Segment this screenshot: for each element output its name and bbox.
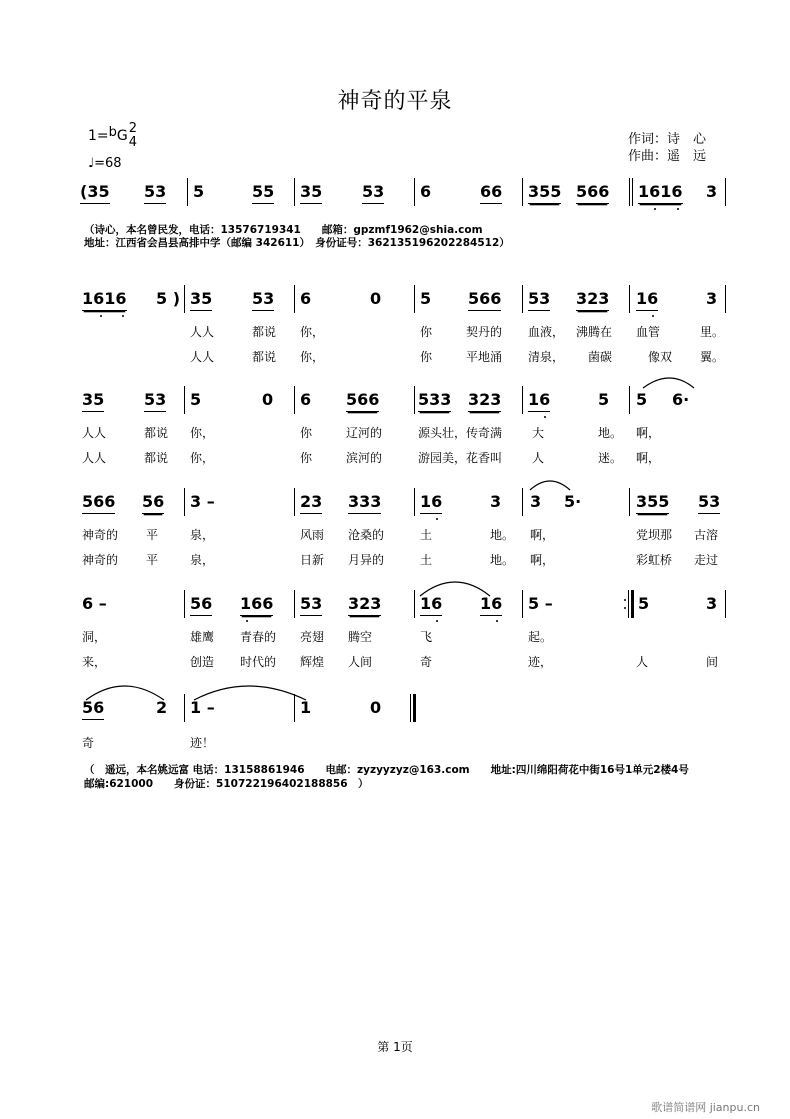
lyric: 腾空 bbox=[348, 630, 373, 644]
barline bbox=[629, 178, 630, 206]
lyric: 你 bbox=[300, 426, 313, 440]
note: 323 bbox=[348, 594, 381, 616]
lyric: 迷。 bbox=[598, 451, 623, 465]
note: 166 bbox=[240, 594, 273, 616]
note: 323 bbox=[468, 390, 501, 412]
barline bbox=[629, 386, 630, 414]
final-barline-thin bbox=[410, 694, 411, 722]
note: 53 bbox=[698, 492, 720, 514]
note: 35 bbox=[300, 182, 322, 204]
lyric: 游园美， bbox=[418, 451, 467, 465]
lyric: 都说 bbox=[144, 426, 169, 440]
lyric: 你 bbox=[300, 451, 313, 465]
low-octave-dot bbox=[544, 416, 546, 418]
flat-sign: b bbox=[108, 125, 117, 140]
note: 3 bbox=[530, 492, 542, 511]
note: 53 bbox=[144, 390, 166, 412]
lyric: 都说 bbox=[252, 325, 277, 339]
score-system-1 bbox=[80, 178, 730, 208]
lyric: 辽河的 bbox=[346, 426, 383, 440]
note: 2 bbox=[156, 698, 168, 717]
time-signature bbox=[129, 122, 137, 150]
key-prefix: 1= bbox=[88, 128, 109, 144]
composer-info-line2: 邮编:621000 身份证：510722196402188856 ） bbox=[84, 778, 369, 790]
lyric: 地。 bbox=[490, 553, 515, 567]
lyric: 地。 bbox=[490, 528, 515, 542]
lyric: 风雨 bbox=[300, 528, 325, 542]
lyric: 土 bbox=[420, 528, 433, 542]
note: 5 – bbox=[528, 594, 553, 613]
lyric: 古溶 bbox=[694, 528, 719, 542]
barline bbox=[725, 178, 726, 206]
note: 1616 bbox=[638, 182, 683, 204]
barline bbox=[522, 178, 523, 206]
composer-credit: 作曲：遥 远 bbox=[628, 149, 707, 164]
note: 66 bbox=[480, 182, 502, 204]
lyric: 平 bbox=[146, 528, 159, 542]
note: 3 bbox=[706, 289, 718, 308]
tempo-mark: ♩=68 bbox=[88, 156, 122, 171]
lyric: 人人 bbox=[82, 426, 107, 440]
score-system-5 bbox=[80, 590, 730, 670]
lyric: 啊， bbox=[530, 528, 555, 542]
lyric: 人 bbox=[532, 451, 545, 465]
barline bbox=[522, 488, 523, 516]
key-note: G bbox=[116, 128, 128, 144]
note: 6· bbox=[672, 390, 690, 409]
lyric: 你 bbox=[420, 350, 433, 364]
lyric: 人 bbox=[636, 655, 649, 669]
barline bbox=[522, 285, 523, 313]
barline bbox=[414, 386, 415, 414]
lyric: 都说 bbox=[144, 451, 169, 465]
barline bbox=[187, 178, 188, 206]
lyric: 都说 bbox=[252, 350, 277, 364]
lyricist-info-line1: （诗心，本名曾民发，电话：13576719341 邮箱：gpzmf1962@shia.com bbox=[84, 224, 483, 236]
final-barline-thick bbox=[413, 694, 416, 722]
lyric: 走过 bbox=[694, 553, 719, 567]
lyric: 神奇的 bbox=[82, 553, 119, 567]
note: 35 bbox=[82, 390, 104, 412]
lyric: 你， bbox=[300, 350, 325, 364]
note: 35 bbox=[190, 289, 212, 311]
note: 0 bbox=[370, 289, 382, 308]
repeat-dot bbox=[624, 607, 626, 609]
barline bbox=[294, 285, 295, 313]
note: 566 bbox=[346, 390, 379, 412]
barline bbox=[725, 285, 726, 313]
barline bbox=[184, 694, 185, 722]
note: 56 bbox=[82, 698, 104, 720]
note: 16 bbox=[420, 492, 442, 514]
note: 6 bbox=[300, 390, 312, 409]
low-octave-dot bbox=[246, 620, 248, 622]
tie bbox=[530, 481, 570, 490]
barline bbox=[294, 488, 295, 516]
note: 6 bbox=[420, 182, 432, 201]
note: 3 bbox=[706, 594, 718, 613]
low-octave-dot bbox=[100, 315, 102, 317]
note: 6 bbox=[300, 289, 312, 308]
lyric: 时代的 bbox=[240, 655, 277, 669]
lyric: 土 bbox=[420, 553, 433, 567]
lyric: 平 bbox=[146, 553, 159, 567]
note: 3 – bbox=[190, 492, 215, 511]
note: 533 bbox=[418, 390, 451, 412]
note: 5 bbox=[598, 390, 610, 409]
note: 16 bbox=[636, 289, 658, 311]
note: 16 bbox=[528, 390, 550, 412]
low-octave-dot bbox=[652, 315, 654, 317]
lyric: 滨河的 bbox=[346, 451, 383, 465]
note: 3 bbox=[490, 492, 502, 511]
key-signature bbox=[88, 122, 137, 150]
barline bbox=[184, 590, 185, 618]
note: (35 bbox=[80, 182, 110, 204]
low-octave-dot bbox=[122, 315, 124, 317]
note: 53 bbox=[144, 182, 166, 204]
meter-top: 2 bbox=[128, 121, 138, 136]
note: 16 bbox=[420, 594, 442, 616]
lyric: 沸腾在 bbox=[576, 325, 613, 339]
lyric: 洞， bbox=[82, 630, 107, 644]
note: 53 bbox=[362, 182, 384, 204]
barline bbox=[184, 285, 185, 313]
lyricist-info-line2: 地址：江西省会昌县高排中学（邮编 342611） 身份证号：362135196202284512） bbox=[84, 237, 510, 249]
note: 0 bbox=[262, 390, 274, 409]
lyric: 人间 bbox=[348, 655, 373, 669]
slur-layer bbox=[80, 680, 730, 702]
lyric: 飞 bbox=[420, 630, 433, 644]
lyric: 契丹的 bbox=[466, 325, 503, 339]
note: 53 bbox=[252, 289, 274, 311]
lyric: 创造 bbox=[190, 655, 215, 669]
score-system-3 bbox=[80, 386, 730, 466]
lyric: 彩虹桥 bbox=[636, 553, 673, 567]
note: 1 – bbox=[190, 698, 215, 717]
note: 23 bbox=[300, 492, 322, 514]
lyric: 人人 bbox=[82, 451, 107, 465]
lyric: 党坝那 bbox=[636, 528, 673, 542]
lyric: 像双 bbox=[648, 350, 673, 364]
lyric: 月异的 bbox=[348, 553, 385, 567]
lyric: 清泉， bbox=[528, 350, 565, 364]
lyric: 你 bbox=[420, 325, 433, 339]
note: 53 bbox=[300, 594, 322, 616]
lyric: 啊， bbox=[530, 553, 555, 567]
note: 3 bbox=[706, 182, 718, 201]
note: 0 bbox=[370, 698, 382, 717]
note: 333 bbox=[348, 492, 381, 514]
barline bbox=[414, 178, 415, 206]
note: 566 bbox=[82, 492, 115, 514]
note: 1616 bbox=[82, 289, 127, 311]
low-octave-dot bbox=[677, 208, 679, 210]
lyric: 辉煌 bbox=[300, 655, 325, 669]
lyric: 起。 bbox=[528, 630, 553, 644]
lyric: 传奇满 bbox=[466, 426, 503, 440]
barline bbox=[414, 285, 415, 313]
page-number: 第 1页 bbox=[377, 1040, 413, 1054]
lyric: 翼。 bbox=[700, 350, 725, 364]
lyric: 人人 bbox=[190, 325, 215, 339]
note: 5 bbox=[190, 390, 202, 409]
note: 5 bbox=[420, 289, 432, 308]
lyric: 地。 bbox=[598, 426, 623, 440]
barline bbox=[414, 590, 415, 618]
lyric: 泉， bbox=[190, 553, 215, 567]
lyric: 啊， bbox=[636, 426, 661, 440]
repeat-dot bbox=[624, 599, 626, 601]
note: 6 – bbox=[82, 594, 107, 613]
note: 16 bbox=[480, 594, 502, 616]
note: 56 bbox=[142, 492, 164, 514]
barline bbox=[294, 694, 295, 722]
lyric: 奇 bbox=[82, 736, 95, 750]
lyric: 平地涌 bbox=[466, 350, 503, 364]
low-octave-dot bbox=[654, 208, 656, 210]
lyric: 泉， bbox=[190, 528, 215, 542]
score-system-6 bbox=[80, 694, 730, 754]
lyric: 雄鹰 bbox=[190, 630, 215, 644]
note: 56 bbox=[190, 594, 212, 616]
barline bbox=[414, 488, 415, 516]
note: 5 bbox=[193, 182, 205, 201]
repeat-barline-thin bbox=[628, 590, 629, 618]
repeat-barline-thick bbox=[631, 590, 634, 618]
lyric: 来， bbox=[82, 655, 107, 669]
barline bbox=[725, 590, 726, 618]
lyric: 亮翅 bbox=[300, 630, 325, 644]
lyric: 人人 bbox=[190, 350, 215, 364]
lyric: 大 bbox=[532, 426, 545, 440]
lyric: 血液， bbox=[528, 325, 565, 339]
lyric: 血管 bbox=[636, 325, 661, 339]
lyric: 青春的 bbox=[240, 630, 277, 644]
song-title: 神奇的平泉 bbox=[337, 89, 453, 114]
note: 566 bbox=[468, 289, 501, 311]
lyric: 你， bbox=[190, 426, 215, 440]
barline bbox=[632, 178, 633, 206]
note: 55 bbox=[252, 182, 274, 204]
lyric: 花香叫 bbox=[466, 451, 503, 465]
meter-bottom: 4 bbox=[128, 135, 138, 150]
low-octave-dot bbox=[496, 620, 498, 622]
low-octave-dot bbox=[436, 518, 438, 520]
slur-layer bbox=[80, 476, 730, 496]
barline bbox=[629, 488, 630, 516]
lyric: 间 bbox=[706, 655, 719, 669]
note: 566 bbox=[576, 182, 609, 204]
composer-info-line1: （ 遥远，本名姚远富 电话：13158861946 电邮：zyzyyzyz@163.com 地址:四川绵阳荷花中街16号1单元2楼4号 bbox=[84, 764, 689, 776]
note: 1 bbox=[300, 698, 312, 717]
barline bbox=[184, 488, 185, 516]
note: 5 bbox=[638, 594, 650, 613]
barline bbox=[522, 590, 523, 618]
note: 323 bbox=[576, 289, 609, 311]
slur-layer bbox=[80, 374, 730, 394]
barline bbox=[294, 386, 295, 414]
lyric: 源头壮， bbox=[418, 426, 467, 440]
lyric: 沧桑的 bbox=[348, 528, 385, 542]
lyric: 你， bbox=[300, 325, 325, 339]
barline bbox=[629, 285, 630, 313]
lyric: 啊， bbox=[636, 451, 661, 465]
lyric: 迹！ bbox=[190, 736, 215, 750]
tie bbox=[643, 378, 694, 388]
note: 355 bbox=[636, 492, 669, 514]
score-system-4 bbox=[80, 488, 730, 568]
lyric: 神奇的 bbox=[82, 528, 119, 542]
barline bbox=[294, 590, 295, 618]
barline bbox=[184, 386, 185, 414]
barline bbox=[522, 386, 523, 414]
lyric: 奇 bbox=[420, 655, 433, 669]
lyricist-credit: 作词：诗 心 bbox=[628, 132, 707, 147]
barline bbox=[294, 178, 295, 206]
note: 53 bbox=[528, 289, 550, 311]
lyric: 日新 bbox=[300, 553, 325, 567]
lyric: 里。 bbox=[700, 325, 725, 339]
note: 5 bbox=[636, 390, 648, 409]
note: 355 bbox=[528, 182, 561, 204]
lyric: 菌碳 bbox=[588, 350, 613, 364]
lyric: 迹， bbox=[528, 655, 553, 669]
note: 5 ) bbox=[156, 289, 181, 308]
watermark: 歌谱简谱网 jianpu.cn bbox=[651, 1101, 760, 1114]
score-system-2 bbox=[80, 285, 730, 365]
note: 5· bbox=[564, 492, 582, 511]
low-octave-dot bbox=[436, 620, 438, 622]
lyric: 你， bbox=[190, 451, 215, 465]
